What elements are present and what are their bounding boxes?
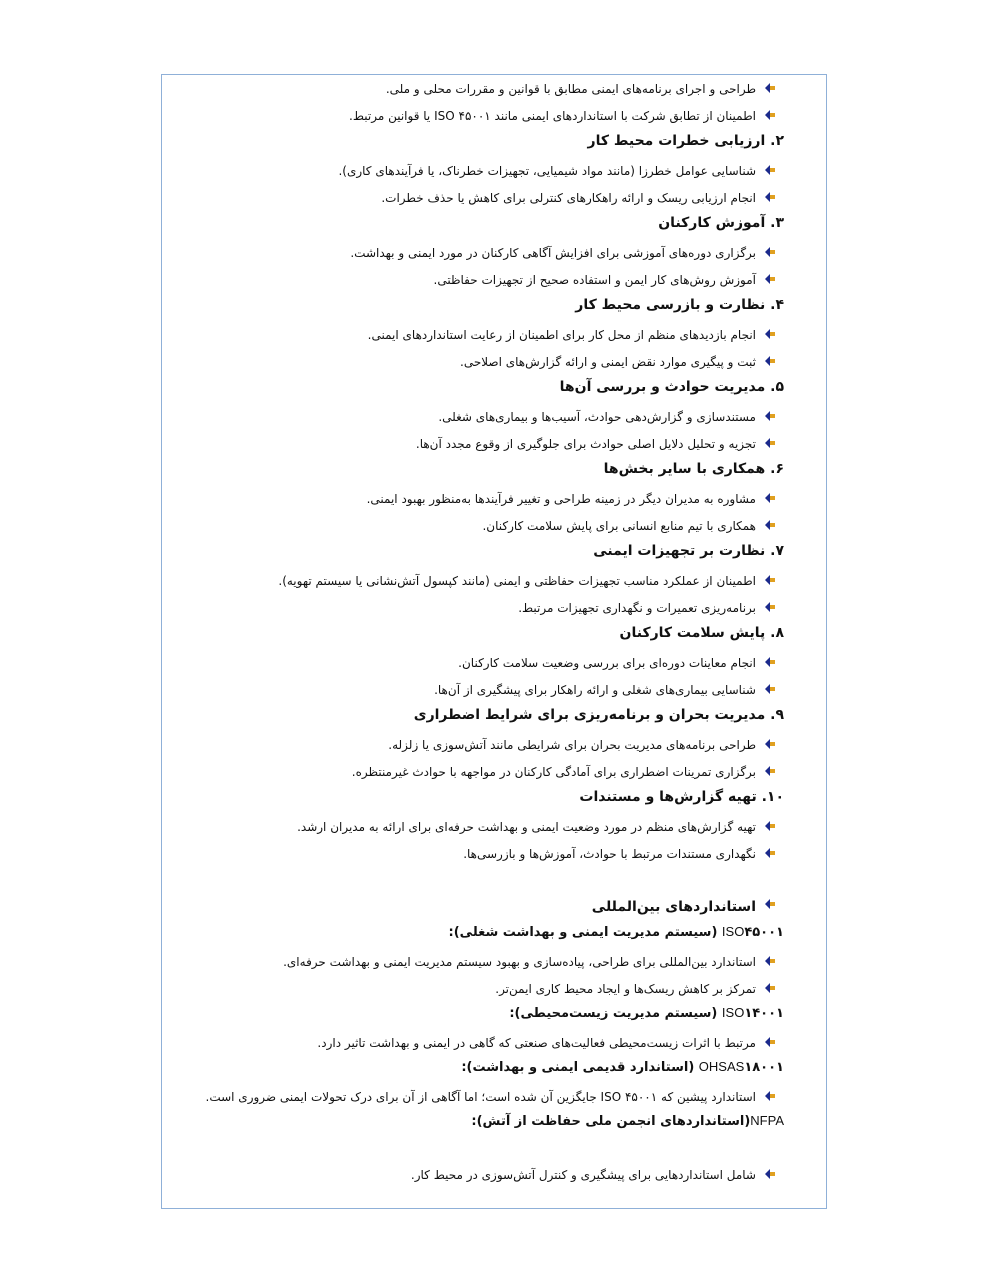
list-item-text: تهیه گزارش‌های منظم در مورد وضعیت ایمنی و بهداشت حرفه‌ای برای ارائه به مدیران ارشد.	[297, 820, 756, 834]
arrow-bullet-icon	[756, 271, 784, 285]
arrow-bullet-icon	[756, 845, 784, 859]
heading-text: ۲. ارزیابی خطرات محیط کار	[587, 133, 784, 149]
list-item-text: استاندارد بین‌المللی برای طراحی، پیاده‌سازی و بهبود سیستم مدیریت ایمنی و بهداشت حرفه‌ای.	[283, 955, 756, 969]
list-item-text: آموزش روش‌های کار ایمن و استفاده صحیح از تجهیزات حفاظتی.	[433, 273, 756, 287]
heading-text: ۴. نظارت و بازرسی محیط کار	[575, 297, 784, 313]
arrow-bullet-icon	[756, 1088, 784, 1102]
heading-text: ۶. همکاری با سایر بخش‌ها	[603, 461, 784, 477]
standard-title: ۴۵۰۰۱ (سیستم مدیریت ایمنی و بهداشت شغلی):	[448, 925, 784, 940]
section-heading	[165, 294, 784, 322]
section-heading	[165, 704, 784, 732]
heading-text: ۹. مدیریت بحران و برنامه‌ریزی برای شرایط اضطراری	[413, 707, 784, 723]
section-heading	[165, 622, 784, 650]
standard-title: (استانداردهای انجمن ملی حفاظت از آتش):	[471, 1114, 751, 1129]
list-item-text: مستندسازی و گزارش‌دهی حوادث، آسیب‌ها و بیماری‌های شغلی.	[438, 410, 756, 424]
list-item-text: طراحی برنامه‌های مدیریت بحران برای شرایطی مانند آتش‌سوزی یا زلزله.	[388, 738, 756, 752]
list-item	[165, 1084, 784, 1111]
standard-code: ISO	[721, 1005, 745, 1020]
list-item-text: انجام ارزیابی ریسک و ارائه راهکارهای کنترلی برای کاهش یا حذف خطرات.	[381, 191, 756, 205]
list-item-text: شناسایی بیماری‌های شغلی و ارائه راهکار برای پیشگیری از آن‌ها.	[434, 683, 756, 697]
standard-title: ۱۸۰۰۱ (استاندارد قدیمی ایمنی و بهداشت):	[461, 1060, 784, 1075]
heading-text: استانداردهای بین‌المللی	[591, 899, 756, 915]
arrow-bullet-icon	[756, 599, 784, 613]
list-item	[165, 349, 784, 376]
document-body	[165, 76, 784, 1189]
arrow-bullet-icon	[756, 1166, 784, 1180]
list-item-text: برگزاری دوره‌های آموزشی برای افزایش آگاهی کارکنان در مورد ایمنی و بهداشت.	[350, 246, 756, 260]
list-item	[165, 1030, 784, 1057]
list-item-text: اطمینان از تطابق شرکت با استانداردهای ایمنی مانند ISO ۴۵۰۰۱ یا قوانین مرتبط.	[349, 109, 756, 123]
list-item	[165, 1162, 784, 1189]
heading-text: ۸. پایش سلامت کارکنان	[619, 625, 784, 641]
list-item	[165, 185, 784, 212]
list-item	[165, 267, 784, 294]
standard-heading	[165, 1057, 784, 1084]
standard-heading	[165, 922, 784, 949]
spacer	[165, 868, 784, 892]
arrow-bullet-icon	[756, 681, 784, 695]
list-item	[165, 759, 784, 786]
arrow-bullet-icon	[756, 435, 784, 449]
section-heading	[165, 212, 784, 240]
arrow-bullet-icon	[756, 162, 784, 176]
list-item	[165, 595, 784, 622]
list-item-text: انجام بازدیدهای منظم از محل کار برای اطمینان از رعایت استانداردهای ایمنی.	[367, 328, 756, 342]
list-item-text: مرتبط با اثرات زیست‌محیطی فعالیت‌های صنعتی که گاهی در ایمنی و بهداشت تاثیر دارد.	[317, 1036, 756, 1050]
section-heading	[165, 376, 784, 404]
arrow-bullet-icon	[756, 763, 784, 777]
list-item-text: ثبت و پیگیری موارد نقض ایمنی و ارائه گزارش‌های اصلاحی.	[460, 355, 756, 369]
list-item	[165, 240, 784, 267]
list-item-text: شناسایی عوامل خطرزا (مانند مواد شیمیایی، تجهیزات خطرناک، یا فرآیندهای کاری).	[338, 164, 756, 178]
arrow-bullet-icon	[756, 326, 784, 340]
arrow-bullet-icon	[756, 189, 784, 203]
arrow-bullet-icon	[756, 818, 784, 832]
list-item	[165, 949, 784, 976]
spacer	[165, 1138, 784, 1162]
list-item	[165, 76, 784, 103]
list-item	[165, 404, 784, 431]
arrow-bullet-icon	[756, 736, 784, 750]
list-item	[165, 513, 784, 540]
standard-code: NFPA	[750, 1113, 784, 1128]
list-item-text: تجزیه و تحلیل دلایل اصلی حوادث برای جلوگیری از وقوع مجدد آن‌ها.	[415, 437, 756, 451]
list-item-text: مشاوره به مدیران دیگر در زمینه طراحی و تغییر فرآیندها به‌منظور بهبود ایمنی.	[366, 492, 756, 506]
heading-text: ۵. مدیریت حوادث و بررسی آن‌ها	[559, 379, 784, 395]
list-item-text: برنامه‌ریزی تعمیرات و نگهداری تجهیزات مرتبط.	[518, 601, 756, 615]
arrow-bullet-icon	[756, 953, 784, 967]
list-item	[165, 103, 784, 130]
list-item	[165, 158, 784, 185]
section-heading	[165, 540, 784, 568]
heading-text: ۳. آموزش کارکنان	[658, 215, 784, 231]
list-item	[165, 431, 784, 458]
list-item-text: اطمینان از عملکرد مناسب تجهیزات حفاظتی و ایمنی (مانند کپسول آتش‌نشانی یا سیستم تهویه).	[278, 574, 756, 588]
arrow-bullet-icon	[756, 80, 784, 94]
list-item	[165, 677, 784, 704]
list-item	[165, 732, 784, 759]
list-item-text: نگهداری مستندات مرتبط با حوادث، آموزش‌ها و بازرسی‌ها.	[463, 847, 756, 861]
heading-text: ۱۰. تهیه گزارش‌ها و مستندات	[579, 789, 784, 805]
standard-title: ۱۴۰۰۱ (سیستم مدیریت زیست‌محیطی):	[509, 1006, 784, 1021]
arrow-bullet-icon	[756, 244, 784, 258]
section-heading	[165, 786, 784, 814]
arrow-bullet-icon	[756, 353, 784, 367]
section-heading	[165, 130, 784, 158]
list-item-text: همکاری با تیم منابع انسانی برای پایش سلامت کارکنان.	[482, 519, 756, 533]
arrow-bullet-icon	[756, 517, 784, 531]
list-item-text: طراحی و اجرای برنامه‌های ایمنی مطابق با قوانین و مقررات محلی و ملی.	[385, 82, 756, 96]
standard-heading	[165, 1003, 784, 1030]
list-item	[165, 568, 784, 595]
heading-text: ۷. نظارت بر تجهیزات ایمنی	[593, 543, 784, 559]
list-item	[165, 486, 784, 513]
list-item-text: انجام معاینات دوره‌ای برای بررسی وضعیت سلامت کارکنان.	[458, 656, 756, 670]
section-heading	[165, 458, 784, 486]
list-item	[165, 650, 784, 677]
arrow-bullet-icon	[756, 896, 784, 910]
arrow-bullet-icon	[756, 1034, 784, 1048]
list-item	[165, 976, 784, 1003]
list-item-text: شامل استانداردهایی برای پیشگیری و کنترل آتش‌سوزی در محیط کار.	[410, 1168, 756, 1182]
arrow-bullet-icon	[756, 490, 784, 504]
arrow-bullet-icon	[756, 107, 784, 121]
list-item-text: استاندارد پیشین که ISO ۴۵۰۰۱ جایگزین آن شده است؛ اما آگاهی از آن برای درک تحولات ایمنی ضروری است.	[205, 1090, 756, 1104]
list-item-text: برگزاری تمرینات اضطراری برای آمادگی کارکنان در مواجهه با حوادث غیرمنتظره.	[351, 765, 756, 779]
list-item	[165, 322, 784, 349]
standard-code: OHSAS	[698, 1059, 745, 1074]
standards-heading	[165, 892, 784, 922]
arrow-bullet-icon	[756, 408, 784, 422]
list-item-text: تمرکز بر کاهش ریسک‌ها و ایجاد محیط کاری ایمن‌تر.	[495, 982, 756, 996]
standard-heading	[165, 1111, 784, 1138]
list-item	[165, 814, 784, 841]
list-item	[165, 841, 784, 868]
standard-code: ISO	[721, 924, 745, 939]
arrow-bullet-icon	[756, 654, 784, 668]
arrow-bullet-icon	[756, 572, 784, 586]
arrow-bullet-icon	[756, 980, 784, 994]
